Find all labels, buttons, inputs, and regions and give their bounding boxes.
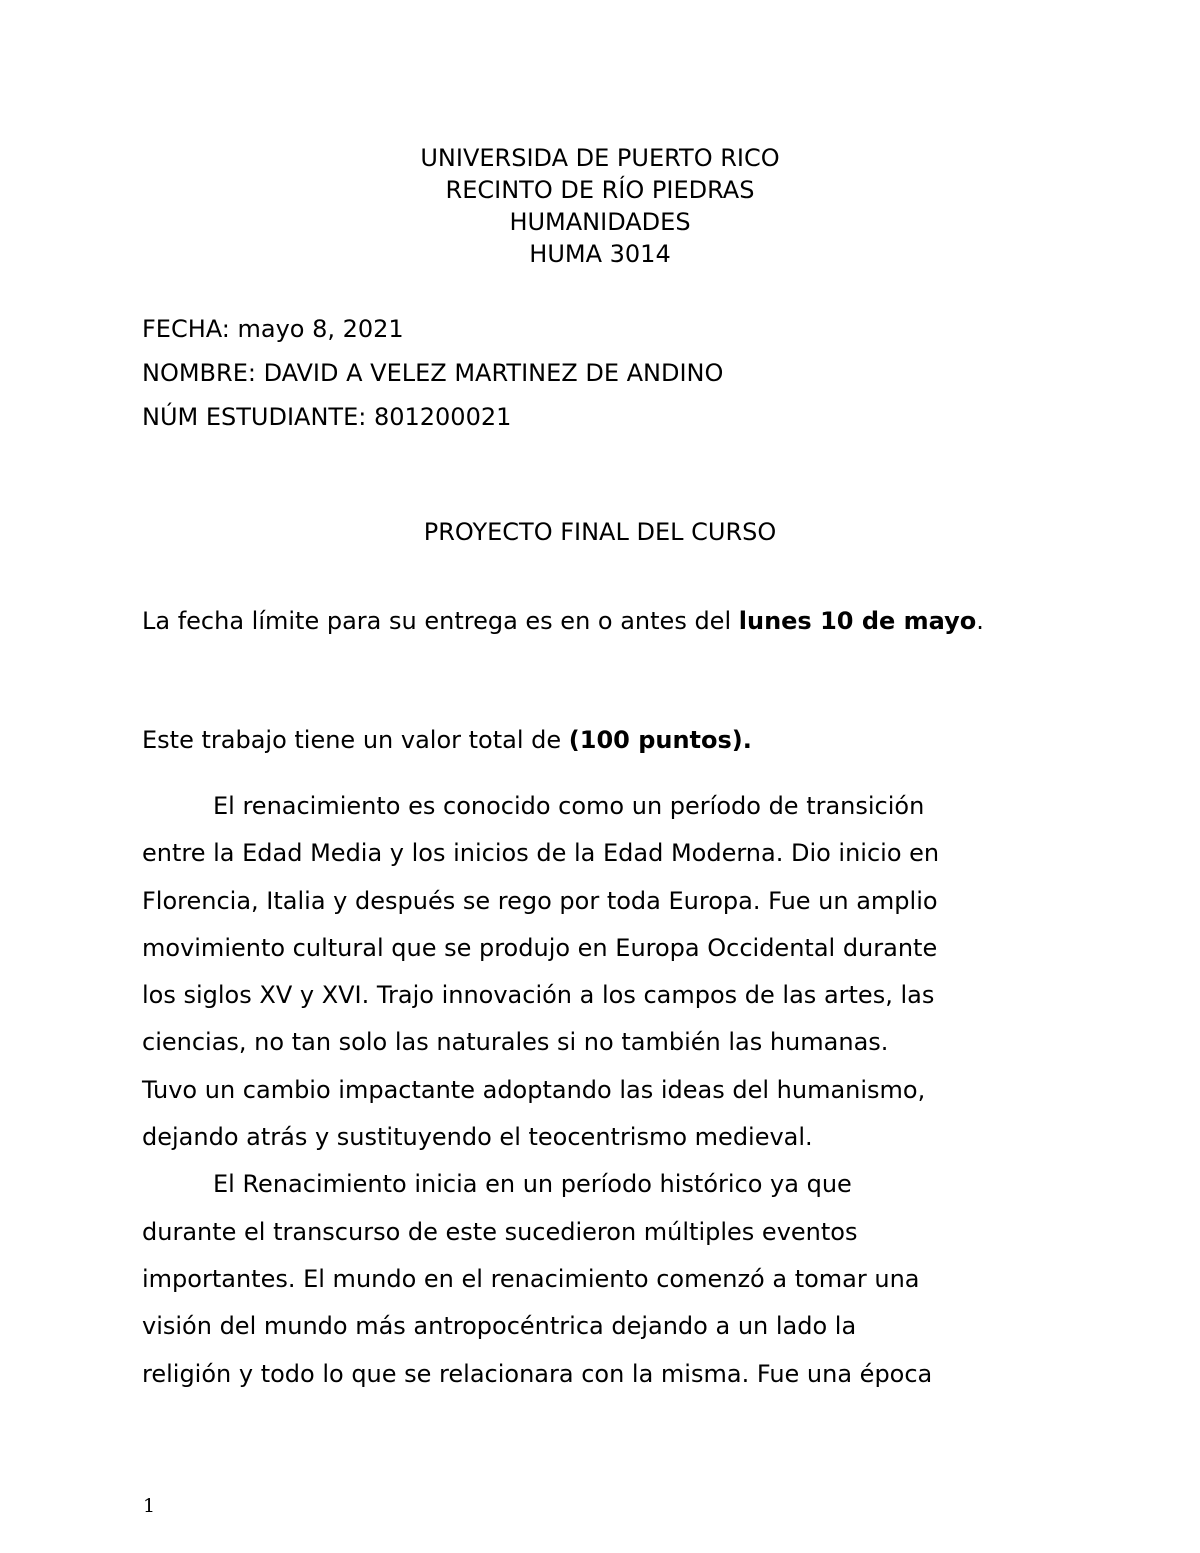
- campus-name: RECINTO DE RÍO PIEDRAS: [445, 176, 755, 204]
- paragraph-1-line: movimiento cultural que se produjo en Europa Occidental durante: [142, 933, 938, 962]
- paragraph-2-line: religión y todo lo que se relacionara con la misma. Fue una época: [142, 1359, 933, 1388]
- course-code: HUMA 3014: [529, 240, 671, 268]
- document-header: [0, 142, 1200, 270]
- department-name: HUMANIDADES: [509, 208, 691, 236]
- deadline-suffix: .: [976, 607, 984, 635]
- paragraph-1-line: Tuvo un cambio impactante adoptando las ideas del humanismo,: [142, 1075, 926, 1104]
- date-line: FECHA: mayo 8, 2021: [142, 315, 404, 343]
- paragraph-1-line: Florencia, Italia y después se rego por toda Europa. Fue un amplio: [142, 886, 938, 915]
- paragraph-2-line: visión del mundo más antropocéntrica dejando a un lado la: [142, 1312, 857, 1341]
- paragraph-1-line: dejando atrás y sustituyendo el teocentrismo medieval.: [142, 1123, 813, 1152]
- paragraph-2-line: importantes. El mundo en el renacimiento comenzó a tomar una: [142, 1264, 920, 1293]
- value-note: [142, 724, 1042, 756]
- paragraph-2-line: durante el transcurso de este sucedieron múltiples eventos: [142, 1217, 858, 1246]
- value-text: Este trabajo tiene un valor total de: [142, 726, 569, 754]
- paragraph-2-line: El Renacimiento inicia en un período histórico ya que: [213, 1170, 852, 1199]
- deadline-text: La fecha límite para su entrega es en o antes del: [142, 607, 739, 635]
- deadline-note: [142, 605, 1042, 637]
- page-number: 1: [143, 1495, 156, 1517]
- paragraph-1-line: los siglos XV y XVI. Trajo innovación a los campos de las artes, las: [142, 981, 935, 1010]
- paragraph-1-line: ciencias, no tan solo las naturales si no también las humanas.: [142, 1028, 889, 1057]
- essay-body: [142, 783, 1072, 1398]
- university-name: UNIVERSIDA DE PUERTO RICO: [420, 144, 780, 172]
- value-points: (100 puntos).: [568, 726, 752, 754]
- student-name-line: NOMBRE: DAVID A VELEZ MARTINEZ DE ANDINO: [142, 359, 724, 387]
- deadline-date: lunes 10 de mayo: [738, 607, 977, 635]
- paragraph-1-line: entre la Edad Media y los inicios de la Edad Moderna. Dio inicio en: [142, 839, 940, 868]
- paragraph-1-line: El renacimiento es conocido como un período de transición: [213, 792, 925, 820]
- project-title: PROYECTO FINAL DEL CURSO: [423, 518, 777, 546]
- student-number-line: NÚM ESTUDIANTE: 801200021: [142, 403, 512, 431]
